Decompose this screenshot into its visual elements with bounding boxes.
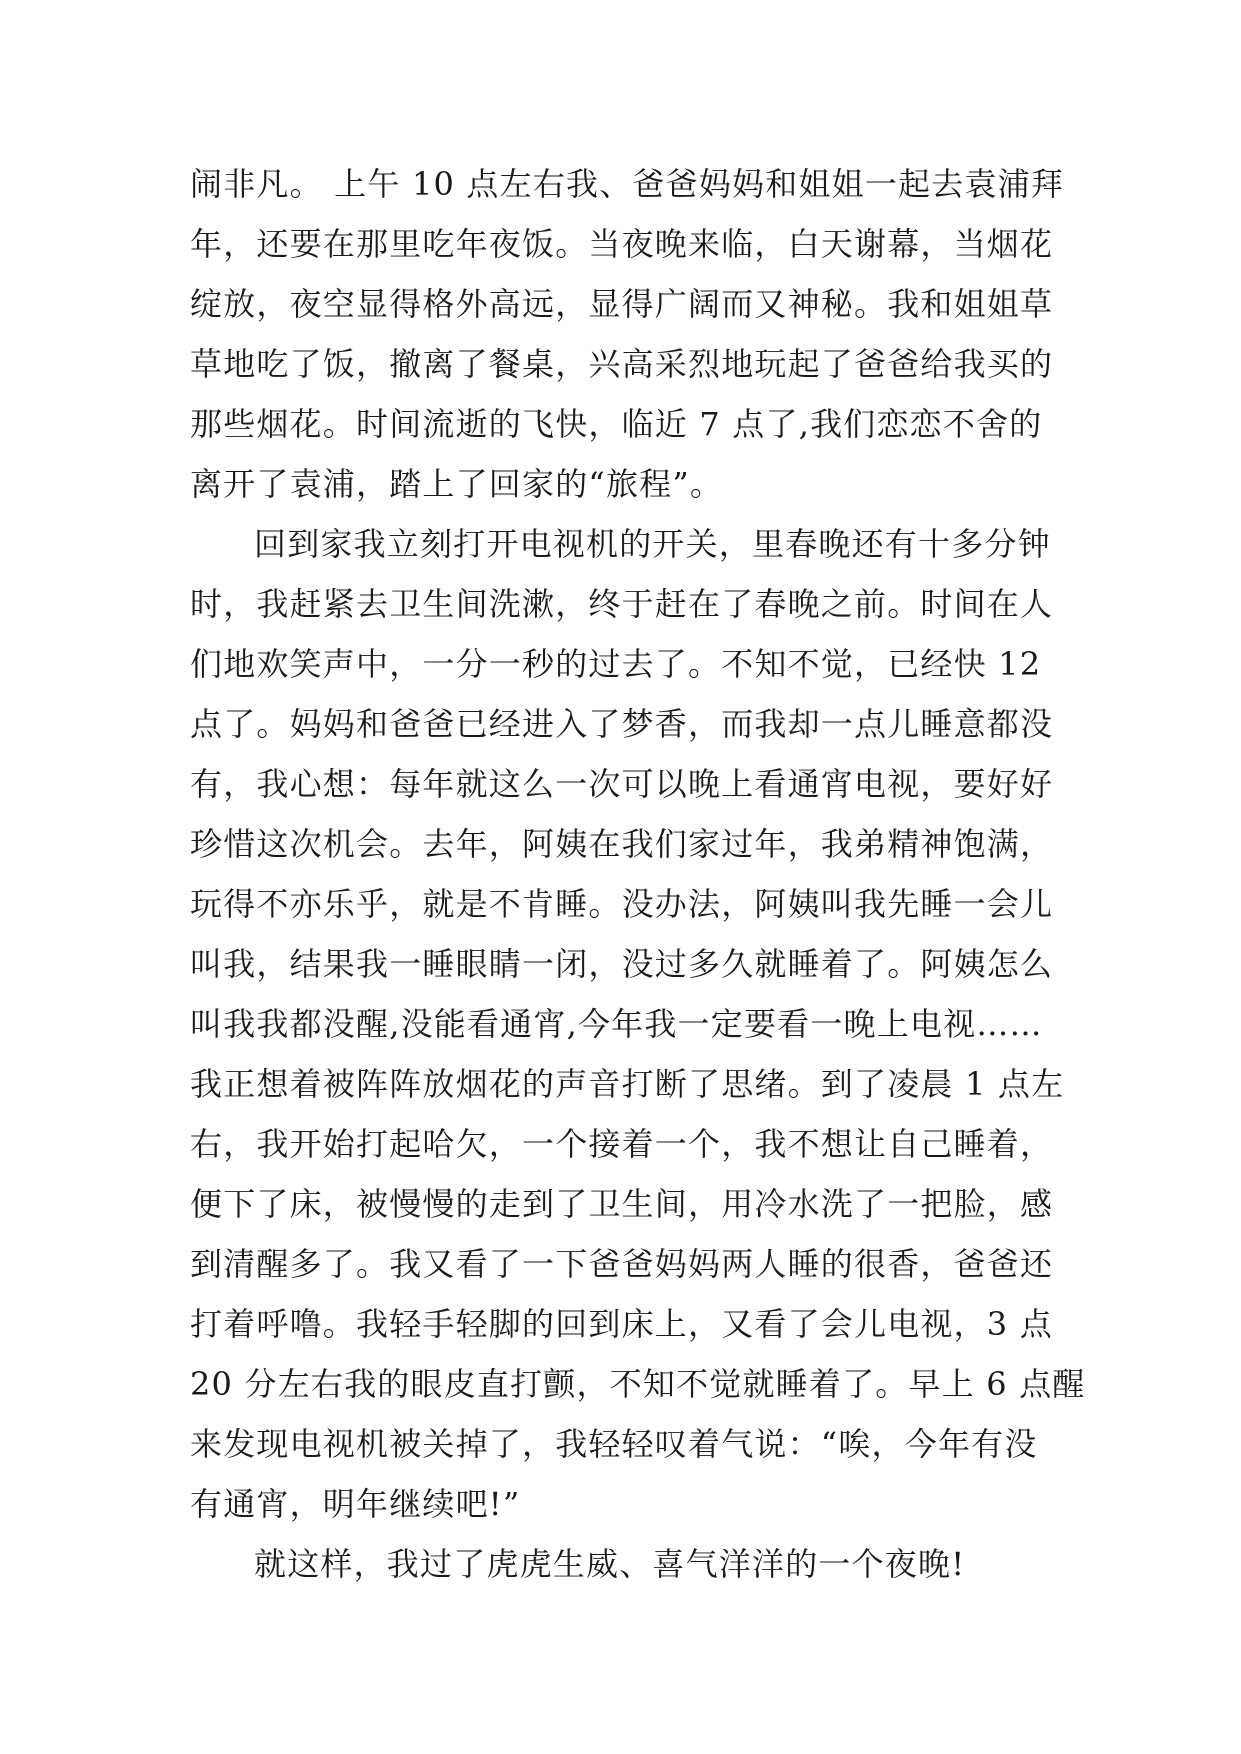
text-line: 绽放，夜空显得格外高远，显得广阔而又神秘。我和姐姐草 xyxy=(190,285,1054,323)
text-line: 们地欢笑声中，一分一秒的过去了。不知不觉，已经快 12 xyxy=(190,645,1042,683)
text-line: 我正想着被阵阵放烟花的声音打断了思绪。到了凌晨 1 点左 xyxy=(190,1065,1065,1103)
paragraph-first-line: 就这样，我过了虎虎生威、喜气洋洋的一个夜晚! xyxy=(254,1545,966,1583)
text-line: 点了。妈妈和爸爸已经进入了梦香，而我却一点儿睡意都没 xyxy=(190,705,1054,743)
text-line: 便下了床，被慢慢的走到了卫生间，用冷水洗了一把脸，感 xyxy=(190,1185,1054,1223)
text-line: 时，我赶紧去卫生间洗漱，终于赶在了春晚之前。时间在人 xyxy=(190,585,1054,623)
text-line: 闹非凡。 上午 10 点左右我、爸爸妈妈和姐姐一起去袁浦拜 xyxy=(190,165,1065,203)
paragraph-first-line: 回到家我立刻打开电视机的开关，里春晚还有十多分钟 xyxy=(254,525,1051,563)
text-line: 有，我心想：每年就这么一次可以晚上看通宵电视，要好好 xyxy=(190,765,1054,803)
text-line: 珍惜这次机会。去年，阿姨在我们家过年，我弟精神饱满， xyxy=(190,825,1054,863)
text-line: 叫我我都没醒,没能看通宵,今年我一定要看一晚上电视…… xyxy=(190,1005,1043,1043)
text-line: 有通宵，明年继续吧!” xyxy=(190,1485,521,1523)
text-line: 那些烟花。时间流逝的飞快，临近 7 点了,我们恋恋不舍的 xyxy=(190,405,1043,443)
text-line: 玩得不亦乐乎，就是不肯睡。没办法，阿姨叫我先睡一会儿 xyxy=(190,885,1054,923)
text-line: 草地吃了饭，撤离了餐桌，兴高采烈地玩起了爸爸给我买的 xyxy=(190,345,1054,383)
text-line: 右，我开始打起哈欠，一个接着一个，我不想让自己睡着， xyxy=(190,1125,1054,1163)
text-line: 离开了袁浦，踏上了回家的“旅程”。 xyxy=(190,465,724,503)
text-line: 到清醒多了。我又看了一下爸爸妈妈两人睡的很香，爸爸还 xyxy=(190,1245,1054,1283)
text-line: 20 分左右我的眼皮直打颤，不知不觉就睡着了。早上 6 点醒 xyxy=(190,1365,1086,1403)
text-line: 来发现电视机被关掉了，我轻轻叹着气说：“唉，今年有没 xyxy=(190,1425,1038,1463)
text-line: 打着呼噜。我轻手轻脚的回到床上，又看了会儿电视，3 点 xyxy=(190,1305,1053,1343)
text-line: 叫我，结果我一睡眼睛一闭，没过多久就睡着了。阿姨怎么 xyxy=(190,945,1054,983)
essay-body xyxy=(190,154,1086,1594)
text-line: 年，还要在那里吃年夜饭。当夜晚来临，白天谢幕，当烟花 xyxy=(190,225,1054,263)
